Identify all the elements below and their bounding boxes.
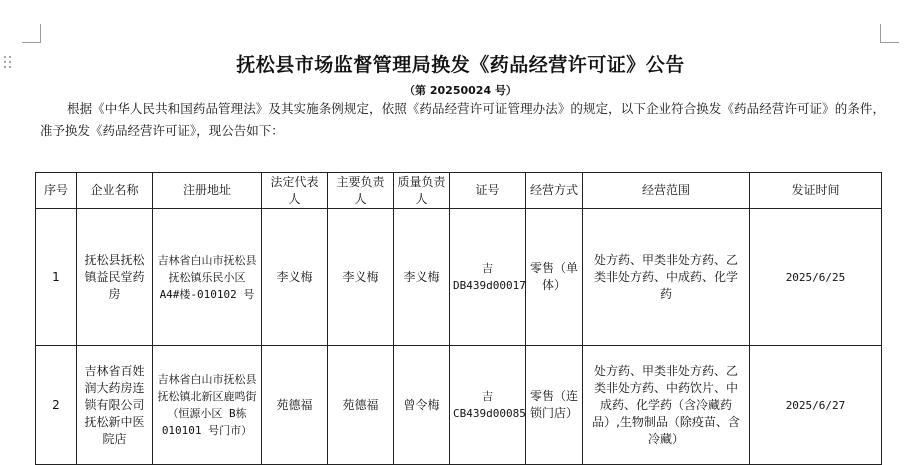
cell-business-scope: 处方药、甲类非处方药、乙类非处方药、中药饮片、中成药、化学药（含冷藏药品）,生物制品（除疫苗、含冷藏） xyxy=(583,346,750,465)
cell-business-mode: 零售（连锁门店） xyxy=(526,346,583,465)
cell-business-mode: 零售（单体） xyxy=(526,209,583,346)
header-company-name: 企业名称 xyxy=(77,173,153,209)
cell-issue-date: 2025/6/27 xyxy=(750,346,882,465)
page-corner-mark-right xyxy=(880,24,899,43)
header-address: 注册地址 xyxy=(153,173,262,209)
document-number: （第 20250024 号） xyxy=(404,84,517,97)
cell-address: 吉林省白山市抚松县抚松镇乐民小区 A4#楼-010102 号 xyxy=(153,209,262,346)
table-row xyxy=(36,209,882,346)
cell-issue-date: 2025/6/25 xyxy=(750,209,882,346)
header-business-scope: 经营范围 xyxy=(583,173,750,209)
cell-no: 1 xyxy=(36,209,77,346)
cell-company-name: 抚松县抚松镇益民堂药房 xyxy=(77,209,153,346)
cell-quality-officer: 曾令梅 xyxy=(394,346,450,465)
header-business-mode: 经营方式 xyxy=(526,173,583,209)
header-principal: 主要负责人 xyxy=(328,173,394,209)
cell-quality-officer: 李义梅 xyxy=(394,209,450,346)
cell-legal-rep: 苑德福 xyxy=(262,346,328,465)
header-license-no: 证号 xyxy=(450,173,526,209)
cell-company-name: 吉林省百姓润大药房连锁有限公司抚松新中医院店 xyxy=(77,346,153,465)
table-row xyxy=(36,346,882,465)
cell-license-no: 吉CB439d00085 xyxy=(450,346,526,465)
header-issue-date: 发证时间 xyxy=(750,173,882,209)
page-corner-mark-left xyxy=(22,24,41,43)
cell-no: 2 xyxy=(36,346,77,465)
cell-legal-rep: 李义梅 xyxy=(262,209,328,346)
page-title: 抚松县市场监督管理局换发《药品经营许可证》公告 xyxy=(236,54,685,76)
intro-paragraph: 根据《中华人民共和国药品管理法》及其实施条例规定，依照《药品经营许可证管理办法》的规定，以下企业符合换发《药品经营许可证》的条件，准予换发《药品经营许可证》，现公告如下： xyxy=(40,101,885,138)
header-no: 序号 xyxy=(36,173,77,209)
cell-license-no: 吉DB439d00017 xyxy=(450,209,526,346)
cell-principal: 苑德福 xyxy=(328,346,394,465)
header-quality-officer: 质量负责人 xyxy=(394,173,450,209)
header-legal-rep: 法定代表人 xyxy=(262,173,328,209)
table-header-row xyxy=(36,173,882,209)
cell-principal: 李义梅 xyxy=(328,209,394,346)
cell-business-scope: 处方药、甲类非处方药、乙类非处方药、中成药、化学药 xyxy=(583,209,750,346)
cell-address: 吉林省白山市抚松县抚松镇北新区鹿鸣街（恒源小区 B栋010101 号门市） xyxy=(153,346,262,465)
license-table xyxy=(35,172,882,465)
